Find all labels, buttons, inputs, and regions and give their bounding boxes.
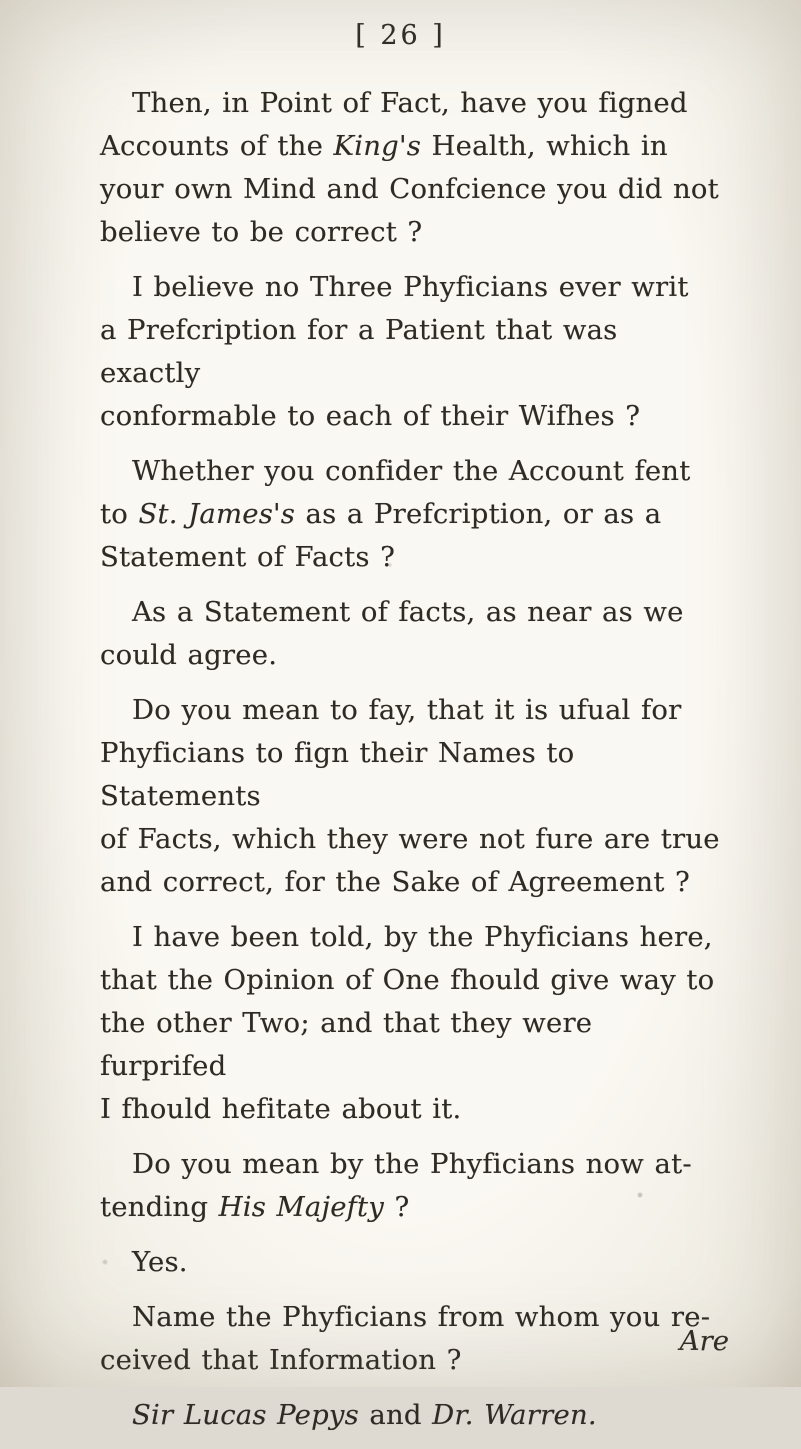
paragraph: Whether you confider the Account fent to St. James's as a Prefcription, or as a Statement of Facts ? <box>100 455 691 573</box>
text-run: to <box>100 498 139 530</box>
paragraph: Name the Phyficians from whom you re- ceived that Information ? <box>100 1301 711 1376</box>
paragraph: Yes. <box>132 1246 188 1278</box>
paragraph: I believe no Three Phyficians ever writ a Prefcription for a Patient that was exactly conformable to each of their Wifhes ? <box>100 271 689 432</box>
paragraph: Do you mean by the Phyficians now at- tending His Majefty ? <box>100 1148 692 1223</box>
text-run: St. James's <box>138 498 296 530</box>
paragraph: As a Statement of facts, as near as we could agree. <box>100 596 684 671</box>
catchword: Are <box>679 1325 729 1357</box>
paragraph: I have been told, by the Phyficians here, that the Opinion of One fhould give way to the other Two; and that they were furprifed I fhould hefitate about it. <box>100 921 715 1125</box>
paragraph: Do you mean to fay, that it is ufual for Phyficians to fign their Names to Statements of Facts, which they were not fure are true and correct, for the Sake of Agreement ? <box>100 694 720 898</box>
text-run: Accounts of the <box>100 130 334 162</box>
page-text <box>100 82 722 1449</box>
text-run: Health, which in <box>421 130 668 162</box>
text-run: Dr. Warren. <box>432 1399 597 1431</box>
text-run: Sir Lucas Pepys <box>132 1399 359 1431</box>
text-run: tending <box>100 1191 219 1223</box>
text-run: His Majefty <box>218 1191 385 1223</box>
paragraph <box>100 1394 722 1437</box>
text-run: ? <box>384 1191 410 1223</box>
paragraph: Then, in Point of Fact, have you figned Accounts of the King's Health, which in your own Mind and Confcience you did not believe to be correct ? <box>100 87 719 248</box>
text-run: as a Prefcription, or as a <box>295 498 662 530</box>
text-run: King's <box>333 130 422 162</box>
text-run: and <box>358 1399 433 1431</box>
page-number: [ 26 ] <box>355 20 446 51</box>
